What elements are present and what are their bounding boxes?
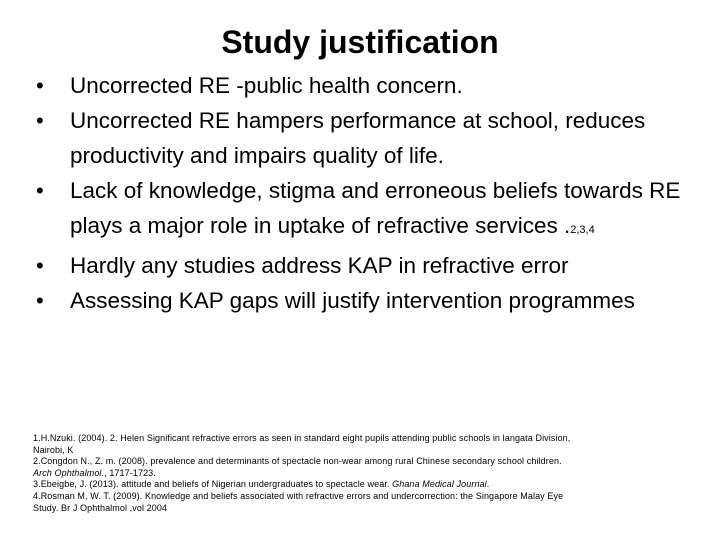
bullet-text: Lack of knowledge, stigma and erroneous beliefs towards RE plays a major role in uptake of refractive services . [70, 178, 681, 238]
bullet-text: Uncorrected RE hampers performance at school, reduces productivity and impairs quality of life. [70, 108, 646, 168]
footnote-text: , 1717-1723. [104, 467, 156, 478]
bullet-dot-icon: • [36, 108, 44, 133]
reference-numbers: 2,3,4 [570, 224, 595, 236]
references-footnotes [33, 433, 703, 514]
bullet-list [20, 68, 700, 318]
bullet-dot-icon: • [36, 253, 44, 278]
bullet-text: Assessing KAP gaps will justify intervention programmes [70, 288, 635, 313]
footnote-text: 3.Ebeigbe, J. (2013). attitude and beliefs of Nigerian undergraduates to spectacle wear. [33, 479, 393, 490]
bullet-text: Uncorrected RE -public health concern. [70, 73, 463, 98]
footnote-line [33, 468, 703, 480]
bullet-item [20, 103, 700, 173]
bullet-item [20, 283, 700, 318]
bullet-text: Hardly any studies address KAP in refractive error [70, 253, 569, 278]
journal-name: Arch Ophthalmol. [33, 467, 105, 478]
footnote-line [33, 479, 703, 491]
bullet-item [20, 68, 700, 103]
footnote-line: 2.Congdon N., Z. m. (2008). prevalence and determinants of spectacle non-wear among rural Chinese secondary school children. [33, 456, 562, 467]
bullet-item [20, 173, 700, 248]
footnote-text: . [486, 479, 490, 490]
footnote-line: Study. Br J Ophthalmol ,vol 2004 [33, 502, 168, 513]
slide-title: Study justification [221, 24, 499, 60]
footnote-line: Nairobi, K [33, 444, 74, 455]
bullet-dot-icon: • [36, 73, 44, 98]
bullet-dot-icon: • [36, 178, 44, 203]
footnote-line: 1.H.Nzuki. (2004). 2. Helen Significant refractive errors as seen in standard eight pupils attending public schools in langata Division, [33, 433, 571, 443]
bullet-item [20, 248, 700, 283]
journal-name: Ghana Medical Journal [392, 479, 487, 490]
footnote-line: 4.Rosman M, W. T. (2009). Knowledge and beliefs associated with refractive errors and undercorrection: the Singapore Malay Eye [33, 490, 564, 501]
bullet-dot-icon: • [36, 288, 44, 313]
